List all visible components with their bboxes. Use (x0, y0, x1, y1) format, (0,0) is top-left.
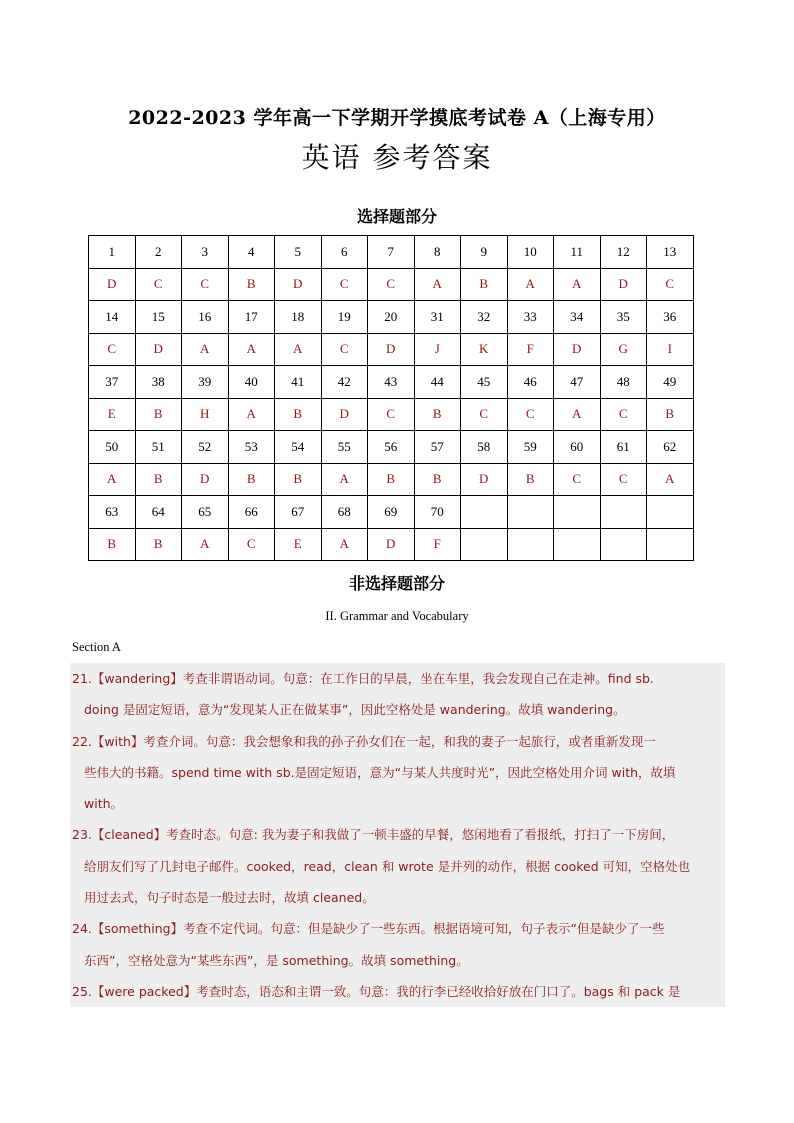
answer-cell: A (554, 398, 601, 431)
question-number-cell: 70 (414, 496, 461, 529)
answer-row (89, 268, 694, 301)
question-number-cell: 31 (414, 301, 461, 334)
question-number-cell: 6 (321, 236, 368, 269)
answer-cell: D (368, 333, 415, 366)
answer-cell: A (414, 268, 461, 301)
answer-cell: D (554, 333, 601, 366)
answer-cell (554, 528, 601, 561)
explanation-box (70, 663, 725, 1007)
answer-cell: B (368, 463, 415, 496)
answer-cell: D (368, 528, 415, 561)
question-number-cell: 62 (647, 431, 694, 464)
answer-cell: D (600, 268, 647, 301)
explanation-line: with。 (84, 796, 124, 812)
answer-cell: E (89, 398, 136, 431)
explanation-item (70, 663, 725, 726)
answer-cell: A (228, 333, 275, 366)
question-number-cell: 13 (647, 236, 694, 269)
answer-cell: A (321, 528, 368, 561)
question-number-row (89, 496, 694, 529)
answer-cell: G (600, 333, 647, 366)
answer-cell: D (275, 268, 322, 301)
answer-cell: B (647, 398, 694, 431)
part-title: II. Grammar and Vocabulary (325, 609, 469, 623)
question-number-row (89, 236, 694, 269)
question-number-cell: 68 (321, 496, 368, 529)
answer-cell: B (414, 398, 461, 431)
explanation-item (70, 819, 725, 913)
question-number-cell: 55 (321, 431, 368, 464)
question-number-row (89, 301, 694, 334)
answer-cell: F (507, 333, 554, 366)
question-number-cell: 39 (182, 366, 229, 399)
answer-cell: B (135, 463, 182, 496)
question-number-cell: 18 (275, 301, 322, 334)
answer-cell: K (461, 333, 508, 366)
question-number-cell: 57 (414, 431, 461, 464)
question-number-cell: 33 (507, 301, 554, 334)
question-number-cell: 7 (368, 236, 415, 269)
question-number-cell: 64 (135, 496, 182, 529)
question-number-cell: 69 (368, 496, 415, 529)
answer-cell: D (135, 333, 182, 366)
explanation-line: 些伟大的书籍。spend time with sb.是固定短语，意为“与某人共度时光”，因此空格处用介词 with，故填 (84, 764, 676, 780)
answer-cell: A (89, 463, 136, 496)
explanation-line: 24.【something】考查不定代词。句意：但是缺少了一些东西。根据语境可知，句子表示“但是缺少了一些 (72, 921, 665, 937)
question-number-cell: 20 (368, 301, 415, 334)
answer-cell: C (461, 398, 508, 431)
question-number-cell: 2 (135, 236, 182, 269)
choice-section-title: 选择题部分 (356, 207, 437, 226)
answer-cell: A (507, 268, 554, 301)
question-number-cell: 16 (182, 301, 229, 334)
answer-cell: C (321, 333, 368, 366)
answer-cell: B (275, 463, 322, 496)
question-number-cell: 15 (135, 301, 182, 334)
question-number-cell: 38 (135, 366, 182, 399)
answer-cell: C (554, 463, 601, 496)
question-number-cell: 63 (89, 496, 136, 529)
question-number-cell: 67 (275, 496, 322, 529)
question-number-cell: 44 (414, 366, 461, 399)
answer-cell: C (647, 268, 694, 301)
answer-cell: F (414, 528, 461, 561)
answer-row (89, 398, 694, 431)
answer-cell: D (321, 398, 368, 431)
answer-cell: C (600, 463, 647, 496)
answer-key-title: 英语 参考答案 (301, 141, 493, 174)
question-number-cell: 9 (461, 236, 508, 269)
answer-cell: D (182, 463, 229, 496)
answer-cell: C (507, 398, 554, 431)
explanation-item (70, 726, 725, 820)
question-number-cell (461, 496, 508, 529)
question-number-cell: 49 (647, 366, 694, 399)
answer-cell: B (89, 528, 136, 561)
question-number-cell: 51 (135, 431, 182, 464)
exam-title: 2022-2023 学年高一下学期开学摸底考试卷 A（上海专用） (128, 107, 666, 129)
answer-cell: C (368, 398, 415, 431)
answer-cell: A (554, 268, 601, 301)
question-number-cell: 5 (275, 236, 322, 269)
answer-cell: I (647, 333, 694, 366)
answer-cell: C (600, 398, 647, 431)
question-number-cell: 10 (507, 236, 554, 269)
answer-table (88, 235, 694, 561)
question-number-cell (600, 496, 647, 529)
answer-cell: C (182, 268, 229, 301)
answer-cell: B (461, 268, 508, 301)
answer-cell: A (228, 398, 275, 431)
question-number-cell: 43 (368, 366, 415, 399)
explanation-item (70, 913, 725, 976)
question-number-cell: 52 (182, 431, 229, 464)
question-number-cell: 34 (554, 301, 601, 334)
explanation-line: 东西”，空格处意为“某些东西”，是 something。故填 something。 (84, 952, 469, 968)
question-number-cell: 59 (507, 431, 554, 464)
question-number-row (89, 431, 694, 464)
question-number-cell: 19 (321, 301, 368, 334)
answer-cell (461, 528, 508, 561)
question-number-cell: 58 (461, 431, 508, 464)
answer-cell: D (89, 268, 136, 301)
question-number-cell: 3 (182, 236, 229, 269)
question-number-row (89, 366, 694, 399)
explanation-line: 用过去式，句子时态是一般过去时，故填 cleaned。 (84, 890, 375, 906)
answer-cell: C (135, 268, 182, 301)
answer-cell: B (275, 398, 322, 431)
answer-cell: B (414, 463, 461, 496)
question-number-cell (507, 496, 554, 529)
answer-cell (600, 528, 647, 561)
question-number-cell: 32 (461, 301, 508, 334)
question-number-cell: 54 (275, 431, 322, 464)
answer-cell: C (368, 268, 415, 301)
explanation-line: 22.【with】考查介词。句意：我会想象和我的孙子孙女们在一起，和我的妻子一起旅行，或者重新发现一 (72, 733, 656, 749)
question-number-cell: 45 (461, 366, 508, 399)
question-number-cell: 61 (600, 431, 647, 464)
question-number-cell: 46 (507, 366, 554, 399)
question-number-cell: 1 (89, 236, 136, 269)
question-number-cell: 12 (600, 236, 647, 269)
answer-cell: C (89, 333, 136, 366)
answer-cell: C (228, 528, 275, 561)
answer-cell: B (228, 268, 275, 301)
question-number-cell: 41 (275, 366, 322, 399)
question-number-cell: 37 (89, 366, 136, 399)
answer-row (89, 463, 694, 496)
explanation-line: 23.【cleaned】考查时态。句意: 我为妻子和我做了一顿丰盛的早餐，悠闲地看了看报纸，打扫了一下房间， (72, 827, 675, 843)
answer-cell (507, 528, 554, 561)
question-number-cell: 40 (228, 366, 275, 399)
question-number-cell: 35 (600, 301, 647, 334)
answer-cell: C (321, 268, 368, 301)
explanation-line: doing 是固定短语，意为“发现某人正在做某事”，因此空格处是 wandering。故填 wandering。 (84, 702, 626, 718)
explanation-line: 给朋友们写了几封电子邮件。cooked，read，clean 和 wrote 是并列的动作，根据 cooked 可知，空格处也 (84, 858, 691, 874)
answer-cell: D (461, 463, 508, 496)
answer-cell: A (182, 528, 229, 561)
answer-cell: J (414, 333, 461, 366)
question-number-cell: 66 (228, 496, 275, 529)
question-number-cell: 36 (647, 301, 694, 334)
explanation-line: 25.【were packed】考查时态，语态和主谓一致。句意：我的行李已经收拾好放在门口了。bags 和 pack 是 (72, 983, 681, 999)
question-number-cell: 48 (600, 366, 647, 399)
answer-cell: A (182, 333, 229, 366)
question-number-cell: 50 (89, 431, 136, 464)
answer-cell: B (507, 463, 554, 496)
answer-cell: A (647, 463, 694, 496)
question-number-cell: 14 (89, 301, 136, 334)
non-choice-section-title: 非选择题部分 (348, 574, 445, 593)
question-number-cell: 8 (414, 236, 461, 269)
answer-row (89, 528, 694, 561)
answer-cell: B (135, 528, 182, 561)
explanation-item (70, 976, 725, 1007)
question-number-cell: 4 (228, 236, 275, 269)
question-number-cell (647, 496, 694, 529)
question-number-cell: 60 (554, 431, 601, 464)
question-number-cell: 47 (554, 366, 601, 399)
question-number-cell: 53 (228, 431, 275, 464)
question-number-cell: 42 (321, 366, 368, 399)
answer-cell: H (182, 398, 229, 431)
section-label: Section A (72, 640, 121, 654)
answer-cell: A (321, 463, 368, 496)
question-number-cell (554, 496, 601, 529)
explanation-line: 21.【wandering】考查非谓语动词。句意：在工作日的早晨，坐在车里，我会发现自己在走神。find sb. (72, 671, 654, 686)
answer-cell: B (135, 398, 182, 431)
answer-cell: A (275, 333, 322, 366)
answer-cell: E (275, 528, 322, 561)
question-number-cell: 65 (182, 496, 229, 529)
answer-cell (647, 528, 694, 561)
question-number-cell: 17 (228, 301, 275, 334)
question-number-cell: 11 (554, 236, 601, 269)
answer-cell: B (228, 463, 275, 496)
question-number-cell: 56 (368, 431, 415, 464)
answer-row (89, 333, 694, 366)
